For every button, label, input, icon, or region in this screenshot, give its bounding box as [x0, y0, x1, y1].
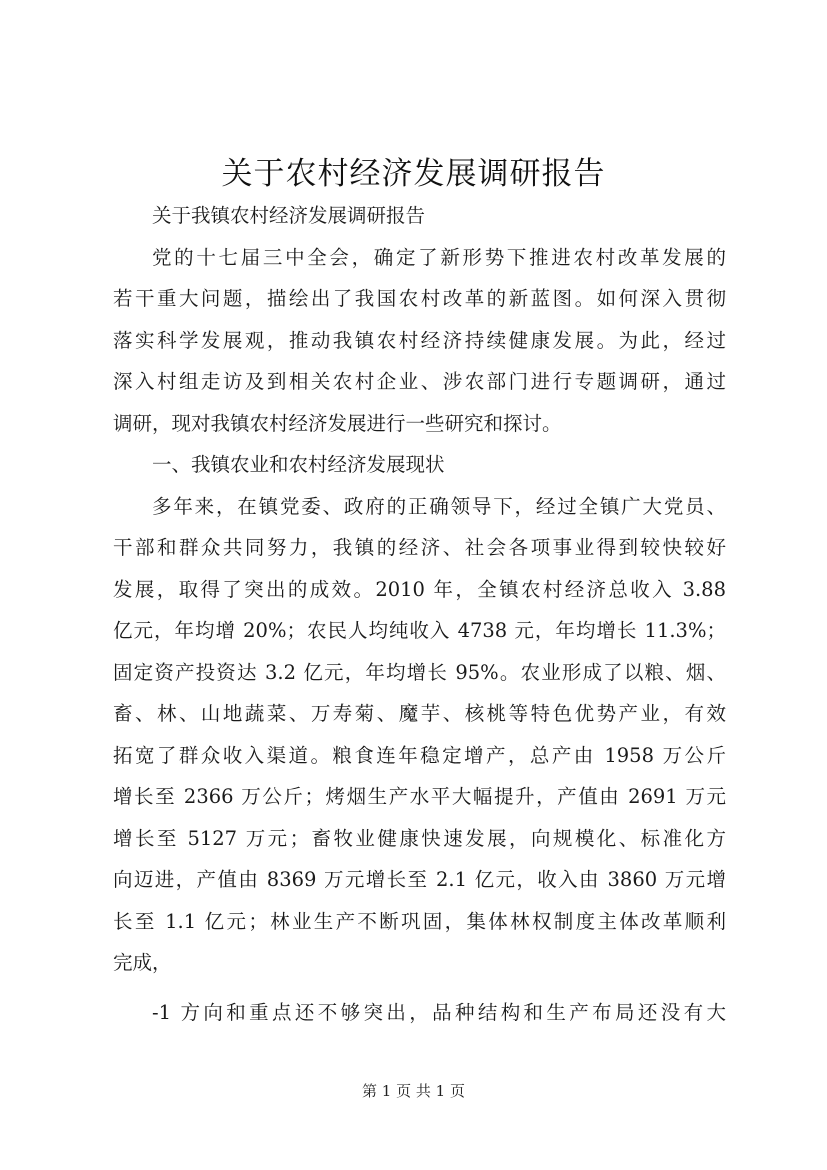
paragraph-1-line-3: 落实科学发展观，推动我镇农村经济持续健康发展。为此，经过: [113, 328, 726, 352]
paragraph-2-line-6: 畜、林、山地蔬菜、万寿菊、魔芋、核桃等特色优势产业，有效: [113, 702, 726, 725]
paragraph-2-line-2: 干部和群众共同努力，我镇的经济、社会各项事业得到较快较好: [113, 536, 726, 559]
document-body: [113, 195, 726, 1033]
document-title: 关于农村经济发展调研报告: [221, 156, 606, 192]
paragraph-1-line-2: 若干重大问题，描绘出了我国农村改革的新蓝图。如何深入贯彻: [113, 287, 726, 310]
paragraph-2-line-12: 完成，: [113, 951, 172, 974]
paragraph-1-line-1: 党的十七届三中全会，确定了新形势下推进农村改革发展的: [152, 245, 726, 269]
paragraph-2-line-8: 增长至 2366 万公斤；烤烟生产水平大幅提升，产值由 2691 万元: [113, 785, 726, 808]
paragraph-2-line-1: 多年来，在镇党委、政府的正确领导下，经过全镇广大党员、: [152, 494, 726, 518]
paragraph-3-line-1: -1 方向和重点还不够突出，品种结构和生产布局还没有大: [152, 1000, 726, 1024]
paragraph-2-line-3: 发展，取得了突出的成效。2010 年，全镇农村经济总收入 3.88: [113, 577, 726, 601]
section-heading: 一、我镇农业和农村经济发展现状: [152, 453, 445, 476]
paragraph-2-line-11: 长至 1.1 亿元；林业生产不断巩固，集体林权制度主体改革顺利: [113, 909, 726, 933]
subtitle-line: 关于我镇农村经济发展调研报告: [152, 204, 426, 227]
paragraph-2-line-4: 亿元，年均增 20%；农民人均纯收入 4738 元，年均增长 11.3%；: [113, 619, 726, 642]
page-number-footer: 第 1 页 共 1 页: [362, 1082, 465, 1100]
paragraph-2-line-10: 向迈进，产值由 8369 万元增长至 2.1 亿元，收入由 3860 万元增: [113, 868, 726, 891]
paragraph-1-line-4: 深入村组走访及到相关农村企业、涉农部门进行专题调研，通过: [113, 370, 726, 393]
paragraph-gap: [113, 984, 726, 992]
paragraph-2-line-5: 固定资产投资达 3.2 亿元，年均增长 95%。农业形成了以粮、烟、: [113, 660, 726, 684]
paragraph-1-line-5: 调研，现对我镇农村经济发展进行一些研究和探讨。: [113, 411, 562, 435]
paragraph-2-line-7: 拓宽了群众收入渠道。粮食连年稳定增产，总产由 1958 万公斤: [113, 743, 726, 767]
paragraph-2-line-9: 增长至 5127 万元；畜牧业健康快速发展，向规模化、标准化方: [113, 826, 726, 850]
